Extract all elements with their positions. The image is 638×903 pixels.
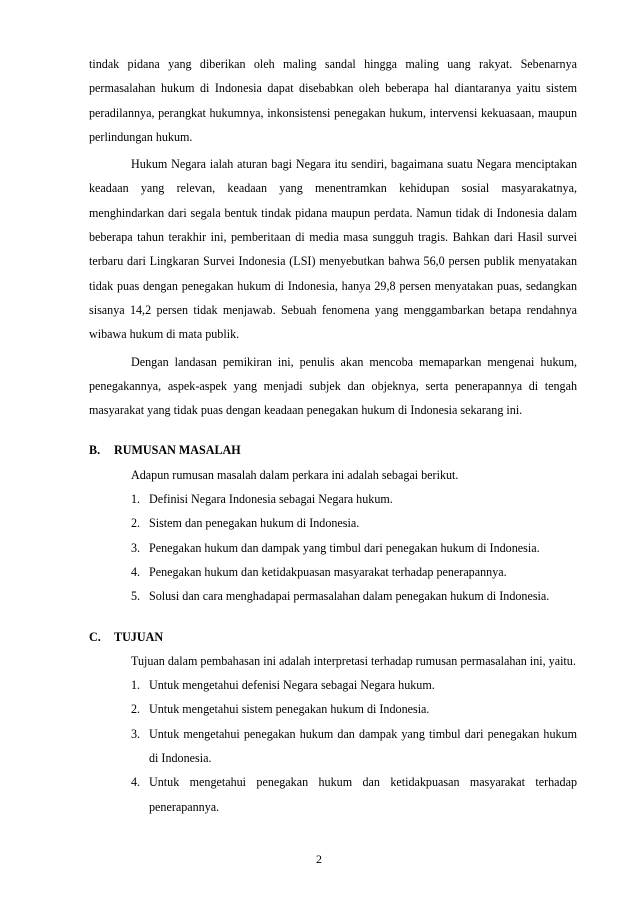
paragraph-intro-continuation: tindak pidana yang diberikan oleh maling sandal hingga maling uang rakyat. Sebenarnya permasalahan hukum di Indonesia dapat disebabkan oleh beberapa hal diantaranya yaitu sistem peradilannya, perangkat hukumnya, inkonsistensi penegakan hukum, intervensi kekuasaan, maupun perlindungan hukum. <box>89 57 577 144</box>
section-title: RUMUSAN MASALAH <box>114 443 241 458</box>
list-item: 1. Definisi Negara Indonesia sebagai Negara hukum. <box>131 492 393 507</box>
section-title: TUJUAN <box>114 629 164 644</box>
section-body-c <box>89 649 577 819</box>
list-item: 1. Untuk mengetahui defenisi Negara sebagai Negara hukum. <box>131 678 435 693</box>
section-lead: Tujuan dalam pembahasan ini adalah interpretasi terhadap rumusan permasalahan ini, yaitu. <box>131 653 576 668</box>
page-number: 2 <box>316 852 322 866</box>
tujuan-list <box>131 673 577 819</box>
section-letter: C. <box>89 629 101 644</box>
section-lead: Adapun rumusan masalah dalam perkara ini adalah sebagai berikut. <box>131 467 459 482</box>
rumusan-list <box>131 487 577 608</box>
list-item: 4. Penegakan hukum dan ketidakpuasan masyarakat terhadap penerapannya. <box>131 564 507 579</box>
document-page <box>89 52 577 819</box>
list-item: 2. Sistem dan penegakan hukum di Indonesia. <box>131 516 360 531</box>
section-heading-c <box>89 625 577 649</box>
list-item: 3. Penegakan hukum dan dampak yang timbul dari penegakan hukum di Indonesia. <box>131 540 540 555</box>
list-item: 5. Solusi dan cara menghadapai permasalahan dalam penegakan hukum di Indonesia. <box>131 589 550 604</box>
list-item: 2. Untuk mengetahui sistem penegakan hukum di Indonesia. <box>131 702 430 717</box>
section-heading-b <box>89 438 577 462</box>
paragraph-hukum-negara: Hukum Negara ialah aturan bagi Negara itu sendiri, bagaimana suatu Negara menciptakan keadaan yang relevan, keadaan yang menentramkan kehidupan sosial masyarakatnya, menghindarkan dari segala bentuk tindak pidana maupun perdata. Namun tidak di Indonesia dalam beberapa tahun terakhir ini, pemberitaan di media masa sungguh tragis. Bahkan dari Hasil survei terbaru dari Lingkaran Survei Indonesia (LSI) menyebutkan bahwa 56,0 persen publik menyatakan tidak puas dengan penegakan hukum di Indonesia, hanya 29,8 persen menyatakan puas, sedangkan sisanya 14,2 persen tidak menjawab. Sebuah fenomena yang menggambarkan betapa rendahnya wibawa hukum di mata publik. <box>89 157 577 342</box>
section-body-b <box>89 463 577 609</box>
paragraph-landasan-pemikiran: Dengan landasan pemikiran ini, penulis akan mencoba memaparkan mengenai hukum, penegakannya, aspek-aspek yang menjadi subjek dan objeknya, serta penerapannya di tengah masyarakat yang tidak puas dengan keadaan penegakan hukum di Indonesia sekarang ini. <box>89 354 577 418</box>
section-letter: B. <box>89 443 101 458</box>
list-item: 3. Untuk mengetahui penegakan hukum dan dampak yang timbul dari penegakan hukum di Indonesia. <box>131 726 577 766</box>
list-item: 4. Untuk mengetahui penegakan hukum dan ketidakpuasan masyarakat terhadap penerapannya. <box>131 775 577 814</box>
